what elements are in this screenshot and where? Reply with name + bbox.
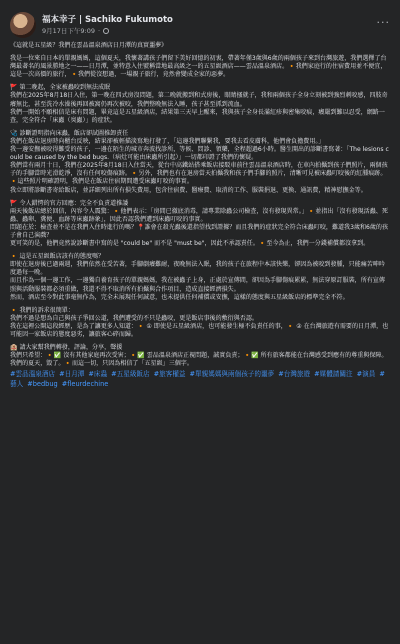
post-paragraph: 兩天後飯店總於回信，內容令人震驚：🔸他們表示：「房間已徹底消毒，請專業除蟲公司檢查，沒有發現異常。」🔸並指出「沒有發現活蟲、死蟲、蟲卵、糞便、血跡等床蟲跡象」，因此否認我們遭到床蟲叮咬的事實。 xyxy=(10,207,388,223)
post-paragraph: 我們不過是想為自己與孩子爭回公道，我們遭受的不只是蟲咬，更是飯店事後的敷衍與否認。 xyxy=(10,314,258,322)
post-paragraph: 🔸 我們的訴求很簡單： xyxy=(10,306,74,314)
post-header xyxy=(10,8,390,42)
post-paragraph: 更可笑的是，他們竟然說診斷書中寫的是 "could be" 而不是 "must be"，因此不承認責任。🔸至今為止，我們一分錢補償都沒拿到。 xyxy=(10,240,370,248)
post-paragraph: 我在這裡公開這段經歷，是為了讓更多人知道：🔸 ① 即使是五星級酒店，也可能發生極不負責任的事，🔸 ② 在台灣旅遊有需要的日月潭，也可能因一家飯店的態度惡劣，讓旅客心碎而歸。 xyxy=(10,322,389,338)
hashtag-link[interactable]: #藝人 xyxy=(10,370,385,388)
post-paragraph: 🏨 請大家幫我們轉發，評論，分享，聲援 xyxy=(10,344,123,352)
hashtag-link[interactable]: #媒體請關注 xyxy=(314,370,353,379)
post-paragraph: 我們當有兩月十日，我們在2025年8月18日入住當天，從台中高鐵站搭乘飯店接駁車前往雲品溫泉酒店時，在車內拍攝到孩子們照片，兩個孩子的手腳當時光滑乾淨，沒有任何咬傷痕跡。🔸另外，我們也有在退房當天拍攝我和孩子們手腳的照片，清晰可見被床蟲叮咬後的紅腫痕跡。🔸這些照片明確證明，我們是在飯店住宿期間遭受床蟲叮咬的事實。 xyxy=(10,162,388,186)
post-paragraph: 我們的夏天，毀了。🔸而這一切，只因為相信了「五星級」三個字。 xyxy=(10,360,193,368)
author-avatar[interactable] xyxy=(10,12,36,38)
globe-icon xyxy=(103,28,109,34)
post-paragraph: 🚩 第二晚起，全家被蟲咬到無法成眠 xyxy=(10,84,111,92)
post-timestamp-row: 9月17日下午9:09 · xyxy=(42,26,377,36)
hashtag-link[interactable]: #台灣旅遊 xyxy=(278,370,311,379)
post-paragraph: 🔸 這是五星級飯店該有的態度嗎？ xyxy=(10,253,105,261)
post-paragraph: 🚩 令人錯愕的官方回應：完全不負責道推諉 xyxy=(10,199,129,207)
hashtag-link[interactable]: #fleurdechine xyxy=(61,379,109,388)
hashtag-list xyxy=(10,370,390,389)
post-paragraph: 我們只希望：🔸✅ 沒有其他家庭再次受害；🔸✅ 雲品溫泉酒店正視問題，誠實負責；🔸✅ 所有旅客都能在台灣感受到應有的尊重與保障。 xyxy=(10,352,388,360)
hashtag-link[interactable]: #五星級飯店 xyxy=(111,370,150,379)
post-timestamp[interactable]: 9月17日下午9:09 xyxy=(42,26,96,35)
hashtag-link[interactable]: #旅客權益 xyxy=(153,370,186,379)
hashtag-link[interactable]: #日月潭 xyxy=(59,370,85,379)
post-paragraph: 即使在退房後已過兩週，我們依然在受苦著，手腳劇癢難耐，夜晚無法入眠，我的孩子在旅程中本該快樂，卻因為被咬到發腫，只能痛苦呻吟度過每一晚。 xyxy=(10,261,385,277)
post-paragraph: 我們在2025年8月18日入住，第一晚在四式房沒問題，第二晚就搬到和式房後，眼睛搔就子，我和兩個孩子全身立刻被到強烈刺咬感，四肢奇癢無比，甚至洗冷水澡後再回被窩仍再次被咬，我們整晚無法入睡，孩子甚至抓到流血。 xyxy=(10,92,388,108)
hashtag-link[interactable]: #雲品溫泉酒店 xyxy=(10,370,56,379)
post-paragraph: 我立即將診斷書寄給飯店，並詳細列出所有損失費用，包含往宿費、醫療費、取消的工作、服裝捐退、更換、通訊費，精神慰撫金等。 xyxy=(10,186,367,194)
post-paragraph: 🩺 診斷證明指向床蟲，飯店卻試圖推卸責任 xyxy=(10,129,129,137)
post-paragraph: 《這就是五星級？我們在雲品溫泉酒店日月潭的真實噩夢》 xyxy=(10,42,168,49)
post-paragraph: 問題在於：檢查並不是在我們入住時進行的嗎？📍誰會在殺光蟲後還指望找到證據？而且我們的症狀完全符合床蟲叮咬，難道我3歲和6歲的孩子會自己演戲？ xyxy=(10,223,389,239)
post-paragraph: 我們一開始不願相信是床有問題，畢竟這是五星級酒店，結果第三天早上醒來，我與孩子全身長滿紅疹與密集咬痕，癢嚴到難以忍受，網路一查，完全符合「床蟲（臭蟲）」的症狀。 xyxy=(10,108,385,124)
post-paragraph: 我一邊安撫被咬得難受的孩子，一邊在陌生的城市奔波找診所，等候、問診、領藥，全程超過6小時。醫生開出的診斷書寫著：「The lesions could be caused by the bed bugs.（病灶可能由床蟲所引起）」一切都印證了我們的懷疑。 xyxy=(10,146,389,162)
post-paragraph: 然而，酒店至今對此事毫無作為，完全未展現任何誠意，也未提供任何補償或安撫，這樣的態度與五星級飯店的標準完全不符。 xyxy=(10,293,349,301)
hashtag-link[interactable]: #bedbug xyxy=(27,379,58,388)
more-options-icon[interactable]: ··· xyxy=(376,15,390,29)
post-paragraph: 我們在飯店退房時向櫃台反映，結果卻被輕描淡寫地打發了，「這邊我們聯繫我，要我去看皮膚科，他們會負擔費用。」 xyxy=(10,137,325,145)
hashtag-link[interactable]: #演員 xyxy=(356,370,376,379)
post-paragraph: 而且作為一個一邊工作，一邊獨自養育孩子的單親媽媽，我在被蟲子上身，正處於宣傳間，卻因為手腳傷痕累累，無法穿原訂服裝，所有宣傳照與活動服裝都必須重做，我還不得不取消所有拍攝與合作項目，造成直接經濟損失。 xyxy=(10,277,385,293)
hashtag-link[interactable]: #床蟲 xyxy=(88,370,108,379)
hashtag-link[interactable]: #單親媽媽與兩個孩子的噩夢 xyxy=(189,370,275,379)
author-name[interactable]: 福本幸子 | Sachiko Fukumoto xyxy=(42,14,173,25)
post-body xyxy=(10,42,390,368)
post-paragraph: 我是一位來自日本的單親媽媽，這個夏天，我懷著講孩子們留下美好回憶的初衷，帶著年僅3歲與6歲的兩個孩子來到台灣旅遊，我們選擇了台灣最著名的風景勝地之一——日月潭，並特意入住號稱當地最高級之一的五星級酒店——雲品溫泉酒店。🔸我們家庭行的住宿費用並不便宜，這是一次高價的旅行，🔸我們從沒想過，一場親子旅行，竟然會變成全家的惡夢。 xyxy=(10,55,387,79)
post-meta xyxy=(42,15,377,36)
